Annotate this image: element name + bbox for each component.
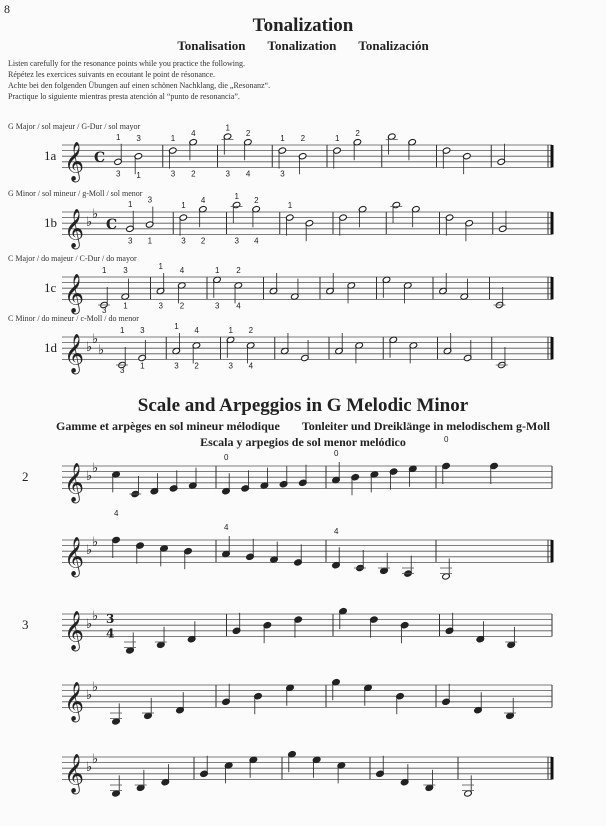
- time-signature: C: [106, 216, 118, 233]
- fingering-number: 2: [194, 361, 199, 371]
- fingering-number: 3: [225, 169, 230, 179]
- flat-icon: ♭: [86, 760, 93, 776]
- flat-icon: ♭: [86, 617, 93, 633]
- fingering-number: 4: [248, 361, 254, 371]
- fingering-number: 1: [140, 361, 145, 371]
- instruction-en: Listen carefully for the resonance points while you practice the following.: [8, 59, 246, 68]
- fingering-number: 3: [102, 306, 107, 315]
- fingering-number: 1: [128, 199, 133, 209]
- fingering-number: 3: [123, 266, 128, 275]
- fingering-number: 4: [114, 509, 119, 518]
- fingering-number: 3: [140, 326, 145, 335]
- treble-clef-icon: 𝄞: [64, 462, 85, 503]
- fingering-number: 0: [334, 449, 339, 458]
- subtitle-fr: Tonalisation: [177, 38, 246, 53]
- scales-subtitle-es: Escala y arpegios de sol menor melódico: [200, 435, 406, 449]
- key-label: C Major / do majeur / C-Dur / do mayor: [8, 254, 137, 263]
- fingering-number: 2: [200, 236, 206, 246]
- key-label: C Minor / do mineur / c-Moll / do menor: [8, 314, 139, 323]
- treble-clef-icon: 𝄞: [64, 536, 85, 577]
- time-signature: 4: [106, 626, 115, 641]
- fingering-number: 2: [248, 326, 254, 335]
- fingering-number: 2: [179, 301, 185, 311]
- subtitle-es: Tonalización: [358, 38, 429, 53]
- fingering-number: 2: [355, 129, 360, 139]
- fingering-number: 1: [174, 322, 179, 331]
- fingering-number: 4: [236, 301, 241, 311]
- fingering-number: 3: [215, 301, 220, 311]
- fingering-number: 1: [158, 262, 163, 271]
- fingering-number: 3: [128, 236, 133, 246]
- treble-clef-icon: 𝄞: [64, 208, 85, 249]
- fingering-number: 1: [228, 326, 233, 335]
- fingering-number: 4: [194, 326, 199, 335]
- key-label: G Minor / sol mineur / g-Moll / sol menor: [8, 189, 143, 198]
- flat-icon: ♭: [92, 608, 99, 624]
- fingering-number: 1: [280, 134, 285, 143]
- fingering-number: 1: [116, 132, 121, 142]
- fingering-number: 1: [215, 266, 220, 275]
- flat-icon: ♭: [92, 206, 99, 222]
- tonalization-title: Tonalization: [252, 15, 354, 36]
- scales-subtitle-fr: Gamme et arpèges en sol mineur mélodique: [56, 419, 280, 433]
- key-label: G Major / sol majeur / G-Dur / sol mayor: [8, 122, 141, 131]
- fingering-number: 4: [179, 266, 185, 275]
- exercise-label: 3: [22, 617, 29, 632]
- instruction-es: Practique lo siguiente mientras presta atención al “punto de resonancia”.: [8, 92, 240, 101]
- flat-icon: ♭: [92, 460, 99, 476]
- flat-icon: ♭: [92, 751, 99, 767]
- fingering-number: 3: [181, 236, 186, 246]
- fingering-number: 3: [174, 361, 179, 371]
- fingering-number: 3: [158, 301, 163, 311]
- flat-icon: ♭: [86, 215, 93, 231]
- flat-icon: ♭: [98, 343, 105, 358]
- fingering-number: 4: [254, 236, 259, 246]
- fingering-number: 1: [136, 171, 141, 181]
- fingering-number: 4: [245, 169, 251, 179]
- treble-clef-icon: 𝄞: [64, 141, 85, 182]
- treble-clef-icon: 𝄞: [64, 681, 85, 722]
- treble-clef-icon: 𝄞: [64, 610, 85, 651]
- fingering-number: 3: [120, 366, 125, 375]
- fingering-number: 3: [280, 169, 285, 179]
- fingering-number: 1: [335, 134, 340, 143]
- fingering-number: 3: [234, 236, 239, 246]
- exercise-label: 1a: [44, 148, 57, 163]
- fingering-number: 1: [123, 301, 128, 311]
- treble-clef-icon: 𝄞: [64, 273, 85, 314]
- flat-icon: ♭: [92, 534, 99, 550]
- exercise-label: 1d: [44, 340, 57, 355]
- fingering-number: 1: [181, 201, 186, 210]
- flat-icon: ♭: [86, 340, 93, 356]
- subtitle-en: Tonalization: [267, 38, 337, 53]
- fingering-number: 1: [225, 123, 230, 133]
- fingering-number: 3: [170, 169, 176, 179]
- fingering-number: 2: [245, 129, 251, 139]
- fingering-number: 1: [287, 201, 293, 210]
- exercise-label: 1b: [44, 215, 57, 230]
- fingering-number: 3: [116, 169, 121, 179]
- fingering-number: 0: [444, 435, 449, 444]
- flat-icon: ♭: [86, 543, 93, 559]
- fingering-number: 1: [170, 134, 176, 143]
- fingering-number: 2: [300, 134, 306, 143]
- fingering-number: 1: [120, 326, 125, 335]
- fingering-number: 4: [224, 523, 229, 532]
- flat-icon: ♭: [92, 331, 99, 347]
- fingering-number: 4: [200, 196, 206, 206]
- fingering-number: 1: [102, 266, 107, 275]
- fingering-number: 0: [224, 453, 229, 462]
- time-signature: C: [94, 149, 106, 166]
- instruction-de: Achte bei den folgenden Übungen auf einen schönen Nachklang, die „Resonanz“.: [8, 81, 271, 90]
- treble-clef-icon: 𝄞: [64, 753, 85, 794]
- flat-icon: ♭: [92, 679, 99, 695]
- page-number: 8: [4, 2, 10, 16]
- scales-subtitle-de: Tonleiter und Dreiklänge in melodischem g-Moll: [301, 419, 550, 433]
- exercise-label: 1c: [44, 280, 57, 295]
- fingering-number: 2: [254, 196, 259, 206]
- instruction-fr: Répétez les exercices suivants en ecoutant le point de résonance.: [8, 70, 216, 79]
- exercise-label: 2: [22, 469, 29, 484]
- fingering-number: 2: [191, 169, 196, 179]
- treble-clef-icon: 𝄞: [64, 333, 85, 374]
- fingering-number: 3: [136, 134, 141, 143]
- fingering-number: 1: [234, 192, 239, 201]
- time-signature: 3: [106, 612, 115, 626]
- flat-icon: ♭: [86, 469, 93, 485]
- fingering-number: 3: [228, 361, 233, 371]
- fingering-number: 4: [191, 129, 196, 139]
- scales-title: Scale and Arpeggios in G Melodic Minor: [137, 395, 469, 416]
- fingering-number: 1: [147, 236, 153, 246]
- flat-icon: ♭: [86, 688, 93, 704]
- fingering-number: 3: [147, 195, 153, 205]
- fingering-number: 4: [334, 527, 339, 536]
- fingering-number: 2: [236, 266, 241, 275]
